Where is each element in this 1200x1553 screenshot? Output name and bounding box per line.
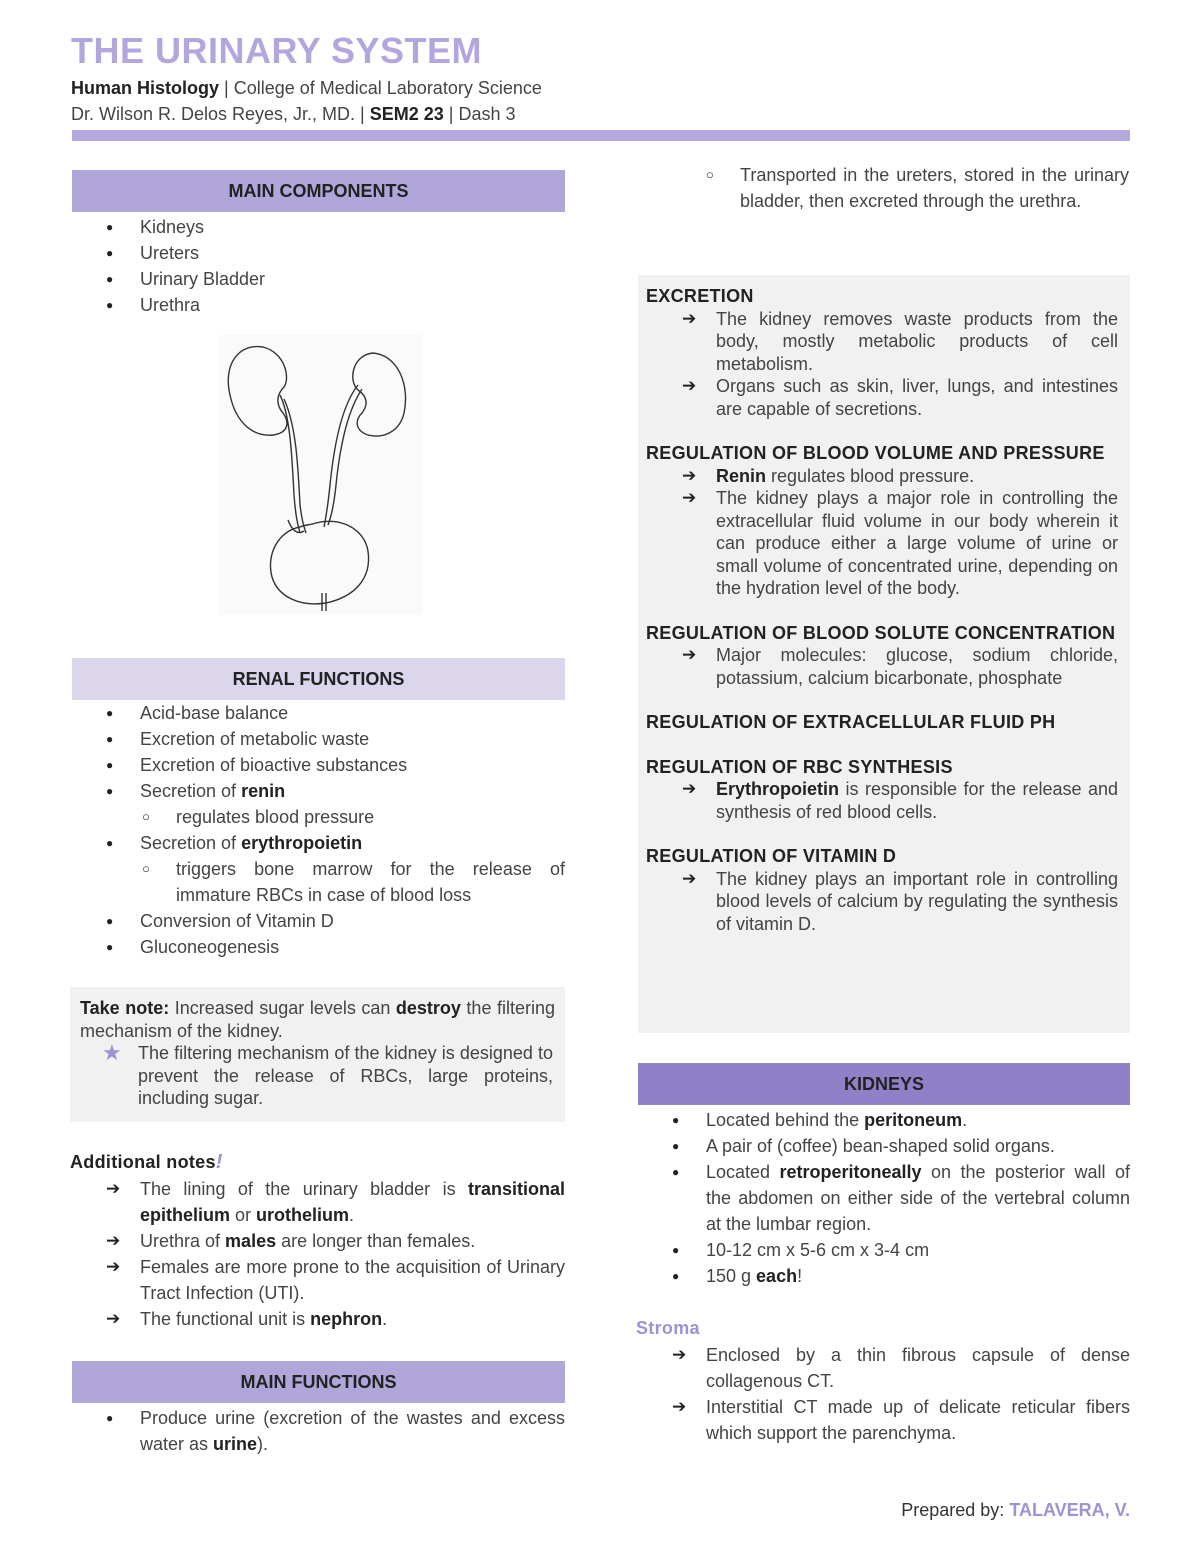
list-item: ➔ Enclosed by a thin fibrous capsule of dense collagenous CT.	[636, 1342, 1130, 1394]
blood-volume-list	[646, 465, 1118, 600]
excretion-heading: EXCRETION	[646, 286, 754, 306]
main-functions-list	[72, 1405, 565, 1457]
subject: Human Histology	[71, 78, 220, 98]
sub-list-item: ○ regulates blood pressure	[72, 804, 565, 830]
kidneys-heading: KIDNEYS	[638, 1063, 1130, 1105]
text: Urethra of	[140, 1231, 226, 1251]
bold-term: Erythropoietin	[716, 779, 840, 799]
text: Located behind the	[706, 1110, 865, 1130]
semester: SEM2 23	[369, 104, 444, 124]
list-item	[72, 1405, 565, 1457]
bold-term: males	[225, 1231, 277, 1251]
list-item: ● Ureters	[72, 240, 565, 266]
prepared-label: Prepared by:	[901, 1500, 1010, 1520]
rbc-heading: REGULATION OF RBC SYNTHESIS	[646, 756, 953, 777]
main-functions-continued	[636, 162, 1129, 214]
star-note	[70, 1042, 565, 1110]
list-item: ➔ The kidney plays an important role in controlling blood levels of calcium by regulating the synthesis of vitamin D.	[646, 868, 1118, 936]
list-item: ● Gluconeogenesis	[72, 934, 565, 960]
blood-volume-heading: REGULATION OF BLOOD VOLUME AND PRESSURE	[646, 443, 1105, 463]
list-item: ➔ Organs such as skin, liver, lungs, and intestines are capable of secretions.	[646, 375, 1118, 420]
bold-term: retroperitoneally	[779, 1162, 922, 1182]
text: Produce urine (excretion of the wastes and excess water as	[140, 1408, 565, 1454]
list-item: ● Urinary Bladder	[72, 266, 565, 292]
sketch-background	[218, 335, 423, 615]
solute-heading: REGULATION OF BLOOD SOLUTE CONCENTRATION	[646, 622, 1116, 643]
text: are longer than females.	[276, 1231, 476, 1251]
dash: | Dash 3	[443, 104, 516, 124]
list-item	[72, 778, 565, 804]
list-item: ➔ The kidney removes waste products from the body, mostly metabolic products of cell metabolism.	[646, 308, 1118, 376]
urinary-system-sketch	[218, 335, 423, 615]
renal-functions-section	[72, 658, 565, 960]
header-divider	[72, 130, 1130, 141]
heading-text: Additional notes	[70, 1152, 216, 1172]
text: on the posterior wall of the abdomen on either side of the vertebral column at the lumbar region.	[706, 1162, 1130, 1234]
vitd-heading: REGULATION OF VITAMIN D	[646, 846, 897, 866]
text: is responsible for the release and synthesis of red blood cells.	[716, 779, 1118, 822]
author-name: TALAVERA, V.	[1009, 1500, 1130, 1520]
ph-heading: REGULATION OF EXTRACELLULAR FLUID PH	[646, 712, 1056, 732]
text: .	[962, 1110, 968, 1130]
list-item: ➔ Females are more prone to the acquisition of Urinary Tract Infection (UTI).	[70, 1254, 565, 1306]
main-components-heading: MAIN COMPONENTS	[72, 170, 565, 212]
bold-term: urine	[213, 1434, 258, 1454]
rbc-list	[646, 778, 1118, 823]
list-item: ● Excretion of bioactive substances	[72, 752, 565, 778]
list-item: ➔ The kidney plays a major role in controlling the extracellular fluid volume in our body wherein it can produce either a large volume of urine or small volume of concentrated urine, depending on the hydration level of the body.	[646, 487, 1118, 600]
list-item: ● Acid-base balance	[72, 700, 565, 726]
bold-term: destroy	[395, 998, 461, 1018]
additional-notes-heading	[70, 1150, 565, 1174]
list-item: ● Kidneys	[72, 214, 565, 240]
bold-term: transitional epithelium	[140, 1179, 565, 1225]
star-icon: ★	[102, 1040, 122, 1065]
list-item	[70, 1306, 565, 1332]
instructor-line	[71, 104, 516, 125]
list-item: ● A pair of (coffee) bean-shaped solid organs.	[638, 1133, 1130, 1159]
list-item	[70, 1228, 565, 1254]
text: .	[382, 1309, 388, 1329]
kidneys-list	[638, 1107, 1130, 1289]
renal-functions-list	[72, 700, 565, 960]
left-column	[72, 170, 565, 318]
text: Secretion of	[140, 833, 242, 853]
sub-list-item: ○ Transported in the ureters, stored in the urinary bladder, then excreted through the urethra.	[636, 162, 1129, 214]
exclamation-mark: !	[215, 1151, 223, 1173]
main-functions-section	[72, 1361, 565, 1457]
list-item	[646, 778, 1118, 823]
bold-term: urothelium	[256, 1205, 350, 1225]
text: .	[349, 1205, 355, 1225]
bold-term: peritoneum	[864, 1110, 963, 1130]
list-item: ➔ Major molecules: glucose, sodium chloride, potassium, calcium bicarbonate, phosphate	[646, 644, 1118, 689]
text: or	[230, 1205, 257, 1225]
list-item: ➔ Interstitial CT made up of delicate reticular fibers which support the parenchyma.	[636, 1394, 1130, 1446]
main-functions-sub-list	[636, 162, 1129, 214]
page-title: THE URINARY SYSTEM	[71, 30, 483, 71]
text: Secretion of	[140, 781, 242, 801]
bold-term: nephron	[310, 1309, 383, 1329]
text: The lining of the urinary bladder is	[140, 1179, 468, 1199]
text: !	[797, 1266, 803, 1286]
text: ).	[257, 1434, 269, 1454]
main-components-list	[72, 214, 565, 318]
sub-list-item: ○ triggers bone marrow for the release of immature RBCs in case of blood loss	[72, 856, 565, 908]
text: Located	[706, 1162, 780, 1182]
additional-notes-section	[70, 1150, 565, 1332]
list-item	[638, 1159, 1130, 1237]
stroma-section	[636, 1316, 1130, 1446]
list-item	[72, 830, 565, 856]
college: | College of Medical Laboratory Science	[219, 78, 542, 98]
instructor: Dr. Wilson R. Delos Reyes, Jr., MD. |	[71, 104, 370, 124]
list-item: ● Urethra	[72, 292, 565, 318]
list-item	[646, 465, 1118, 488]
text: the filtering mechanism of the kidney.	[80, 998, 555, 1041]
stroma-list	[636, 1342, 1130, 1446]
take-note-label: Take note:	[80, 998, 170, 1018]
text: 150 g	[706, 1266, 757, 1286]
list-item	[638, 1107, 1130, 1133]
list-item: ● Conversion of Vitamin D	[72, 908, 565, 934]
list-item	[70, 1176, 565, 1228]
solute-list	[646, 644, 1118, 689]
excretion-list	[646, 308, 1118, 421]
vitd-list	[646, 868, 1118, 936]
list-item	[638, 1263, 1130, 1289]
footer	[901, 1500, 1130, 1521]
bold-term: erythropoietin	[241, 833, 363, 853]
main-functions-heading: MAIN FUNCTIONS	[72, 1361, 565, 1403]
course-line	[71, 78, 542, 99]
take-note-box	[70, 987, 565, 1122]
list-item: ● Excretion of metabolic waste	[72, 726, 565, 752]
renal-functions-heading: RENAL FUNCTIONS	[72, 658, 565, 700]
bold-term: each	[756, 1266, 798, 1286]
star-note-text: The filtering mechanism of the kidney is designed to prevent the release of RBCs, large proteins, including sugar.	[138, 1043, 553, 1108]
take-note-text	[70, 987, 565, 1042]
bold-term: renin	[241, 781, 286, 801]
stroma-heading: Stroma	[636, 1318, 700, 1338]
functions-box-inner	[638, 275, 1130, 935]
text: Increased sugar levels can	[169, 998, 396, 1018]
list-item: ● 10-12 cm x 5-6 cm x 3-4 cm	[638, 1237, 1130, 1263]
kidneys-section	[638, 1063, 1130, 1289]
functions-box	[638, 275, 1130, 1033]
additional-notes-list	[70, 1176, 565, 1332]
text: regulates blood pressure.	[766, 465, 975, 486]
text: The functional unit is	[140, 1309, 311, 1329]
bold-term: Renin	[716, 465, 767, 486]
